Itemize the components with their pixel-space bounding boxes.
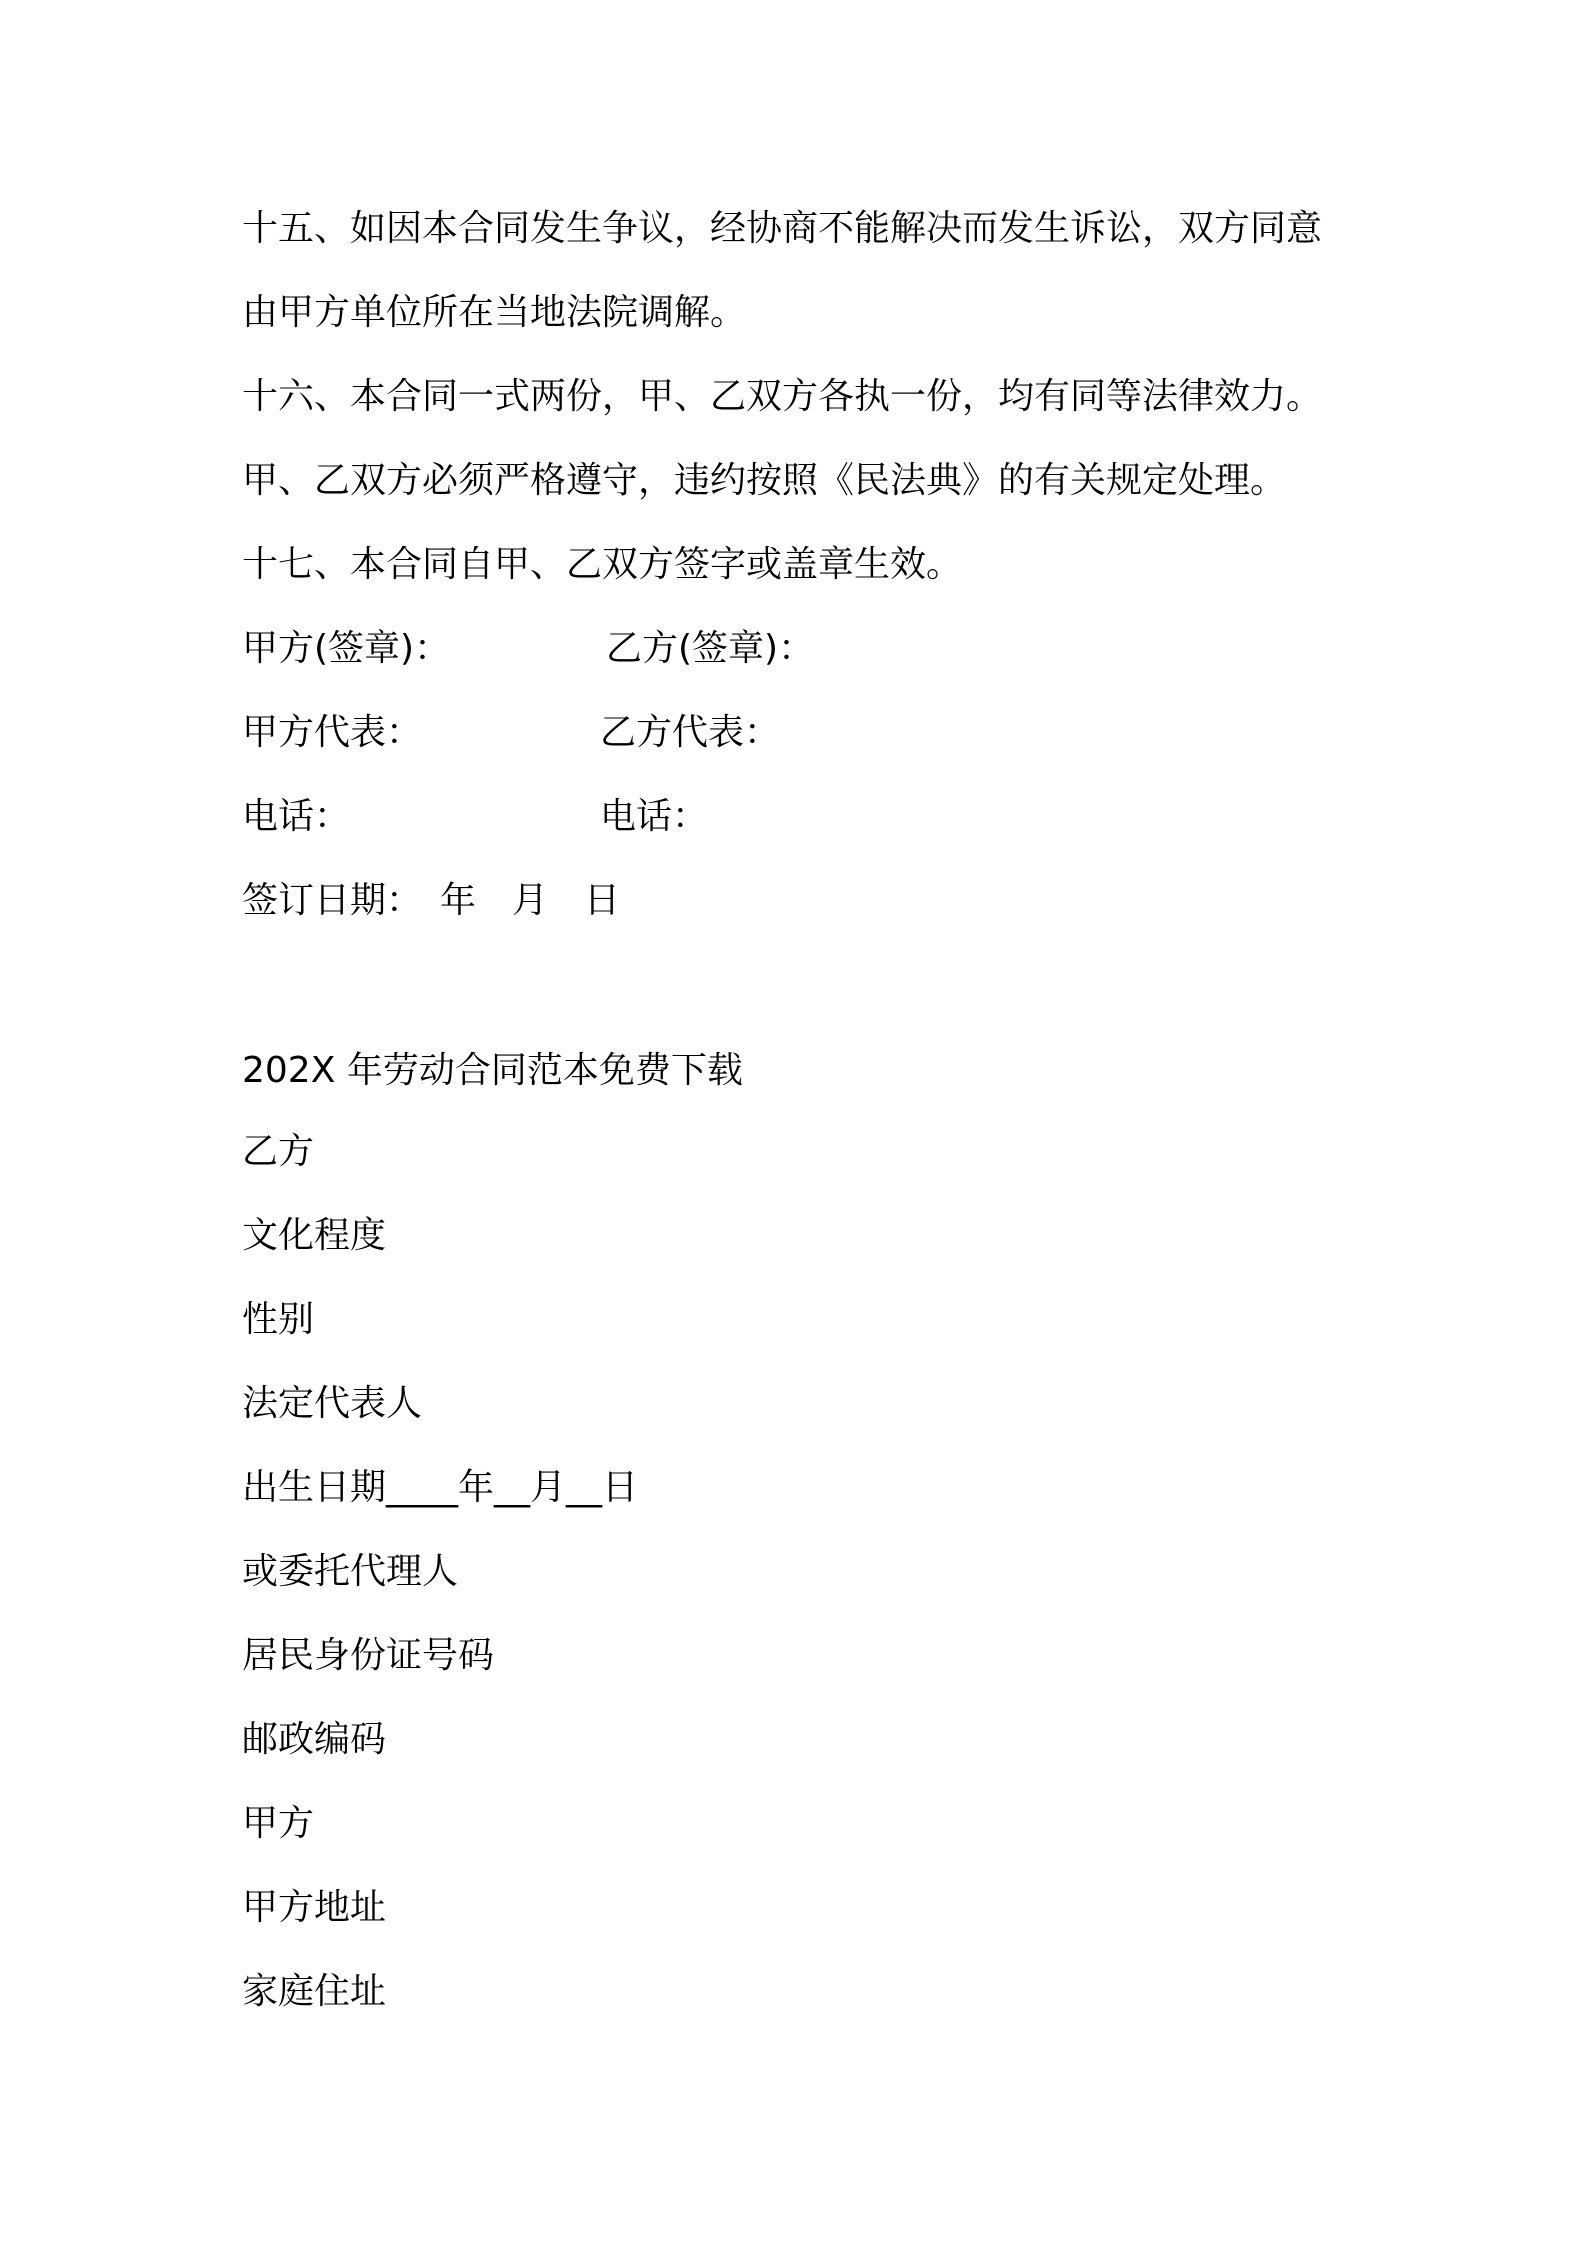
field-item: 家庭住址 (242, 1971, 387, 2012)
clause-15-line-1: 十五、如因本合同发生争议，经协商不能解决而发生诉讼，双方同意 (242, 208, 1323, 249)
sign-date-label: 签订日期： 年 月 日 (242, 880, 621, 921)
template-title: 202X 年劳动合同范本免费下载 (242, 1050, 743, 1091)
field-item: 文化程度 (242, 1215, 387, 1256)
field-item: 甲方地址 (242, 1887, 387, 1928)
field-item: 法定代表人 (242, 1383, 423, 1424)
field-item: 或委托代理人 (242, 1551, 459, 1592)
field-item: 邮政编码 (242, 1719, 387, 1760)
clause-16-line-1: 十六、本合同一式两份，甲、乙双方各执一份，均有同等法律效力。 (242, 376, 1323, 417)
party-b-sign-label: 乙方(签章)： (606, 628, 815, 669)
field-item: 性别 (242, 1299, 315, 1340)
field-item: 出生日期____年__月__日 (242, 1467, 639, 1508)
party-b-rep-label: 乙方代表： (600, 712, 781, 753)
field-item: 甲方 (242, 1803, 315, 1844)
field-item: 乙方 (242, 1131, 315, 1172)
clause-15-line-2: 由甲方单位所在当地法院调解。 (242, 292, 747, 333)
clause-17: 十七、本合同自甲、乙双方签字或盖章生效。 (242, 544, 963, 585)
clause-16-line-2: 甲、乙双方必须严格遵守，违约按照《民法典》的有关规定处理。 (242, 460, 1287, 501)
party-b-phone-label: 电话： (600, 796, 709, 837)
party-a-rep-label: 甲方代表： (242, 712, 423, 753)
party-a-phone-label: 电话： (242, 796, 351, 837)
field-item: 居民身份证号码 (242, 1635, 495, 1676)
party-a-sign-label: 甲方(签章)： (242, 628, 451, 669)
